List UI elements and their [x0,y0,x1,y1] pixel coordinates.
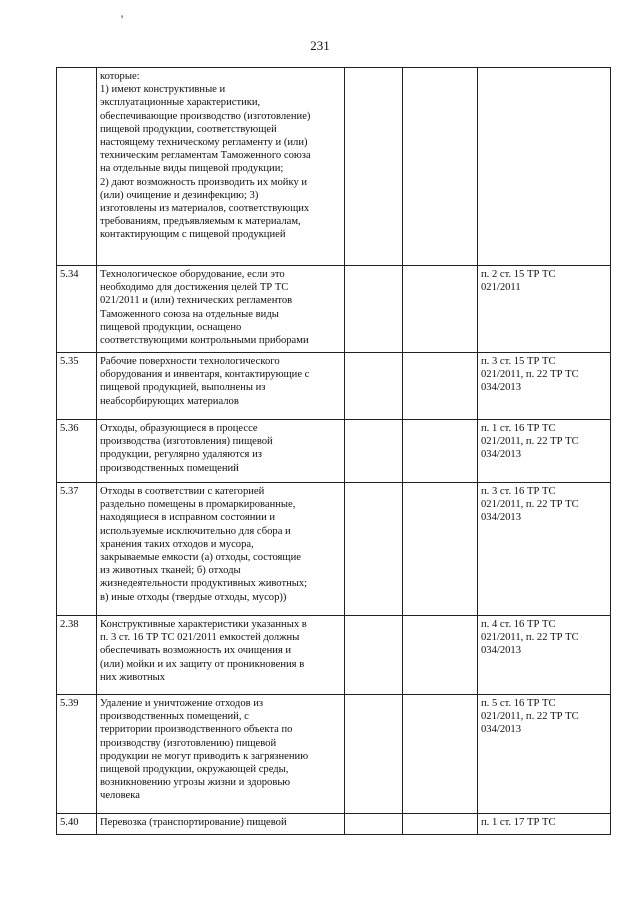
reference-cell: п. 4 ст. 16 ТР ТС 021/2011, п. 22 ТР ТС 034/2013 [478,616,611,695]
reference-cell: п. 1 ст. 17 ТР ТС [478,814,611,835]
table-row [57,420,611,483]
row-number [57,68,97,266]
reference-cell [478,68,611,266]
requirement-text: Отходы, образующиеся в процессе производства (изготовления) пищевой продукции, регулярно удаляются из производственных помещений [97,420,345,483]
table-row [57,353,611,420]
empty-cell [403,814,478,835]
empty-cell [345,695,403,814]
empty-cell [403,420,478,483]
table-row [57,266,611,353]
stray-mark: ' [121,12,124,26]
row-number: 2.38 [57,616,97,695]
empty-cell [403,695,478,814]
table-row [57,616,611,695]
reference-cell: п. 5 ст. 16 ТР ТС 021/2011, п. 22 ТР ТС 034/2013 [478,695,611,814]
empty-cell [345,814,403,835]
requirement-text: Технологическое оборудование, если это необходимо для достижения целей ТР ТС 021/2011 и (или) технических регламентов Таможенного союза на отдельные виды пищевой продукции, оснащено соответствующими контрольными приборами [97,266,345,353]
reference-cell: п. 1 ст. 16 ТР ТС 021/2011, п. 22 ТР ТС 034/2013 [478,420,611,483]
empty-cell [345,483,403,616]
empty-cell [403,68,478,266]
empty-cell [403,353,478,420]
row-number: 5.37 [57,483,97,616]
requirement-text: Отходы в соответствии с категорией раздельно помещены в промаркированные, находящиеся в исправном состоянии и используемые исключительно для сбора и хранения таких отходов и мусора, закрываемые емкости (а) отходы, состоящие из животных тканей; б) отходы жизнедеятельности продуктивных животных; в) иные отходы (твердые отходы, мусор)) [97,483,345,616]
table-row [57,68,611,266]
table-row [57,814,611,835]
page-number: 231 [310,38,330,53]
empty-cell [345,266,403,353]
row-number: 5.35 [57,353,97,420]
requirements-table [56,67,611,835]
row-number: 5.34 [57,266,97,353]
row-number: 5.40 [57,814,97,835]
row-number: 5.39 [57,695,97,814]
empty-cell [345,616,403,695]
empty-cell [345,420,403,483]
requirement-text: которые: 1) имеют конструктивные и эксплуатационные характеристики, обеспечивающие производство (изготовление) пищевой продукции, соответствующей настоящему техническому регламенту и (или) техническим регламентам Таможенного союза на отдельные виды пищевой продукции; 2) дают возможность производить их мойку и (или) очищение и дезинфекцию; 3) изготовлены из материалов, соответствующих требованиям, предъявляемым к материалам, контактирующим с пищевой продукцией [97,68,345,266]
row-number: 5.36 [57,420,97,483]
table-row [57,695,611,814]
empty-cell [403,616,478,695]
empty-cell [403,266,478,353]
requirement-text: Рабочие поверхности технологического оборудования и инвентаря, контактирующие с пищевой продукцией, выполнены из неабсорбирующих материалов [97,353,345,420]
reference-cell: п. 2 ст. 15 ТР ТС 021/2011 [478,266,611,353]
requirement-text: Удаление и уничтожение отходов из производственных помещений, с территории производственного объекта по производству (изготовлению) пищевой продукции не могут приводить к загрязнению пищевой продукции, окружающей среды, возникновению угрозы жизни и здоровью человека [97,695,345,814]
empty-cell [345,353,403,420]
requirement-text: Перевозка (транспортирование) пищевой [97,814,345,835]
table-row [57,483,611,616]
empty-cell [403,483,478,616]
reference-cell: п. 3 ст. 15 ТР ТС 021/2011, п. 22 ТР ТС 034/2013 [478,353,611,420]
empty-cell [345,68,403,266]
reference-cell: п. 3 ст. 16 ТР ТС 021/2011, п. 22 ТР ТС 034/2013 [478,483,611,616]
requirement-text: Конструктивные характеристики указанных в п. 3 ст. 16 ТР ТС 021/2011 емкостей должны обеспечивать возможность их очищения и (или) мойки и их защиту от проникновения в них животных [97,616,345,695]
